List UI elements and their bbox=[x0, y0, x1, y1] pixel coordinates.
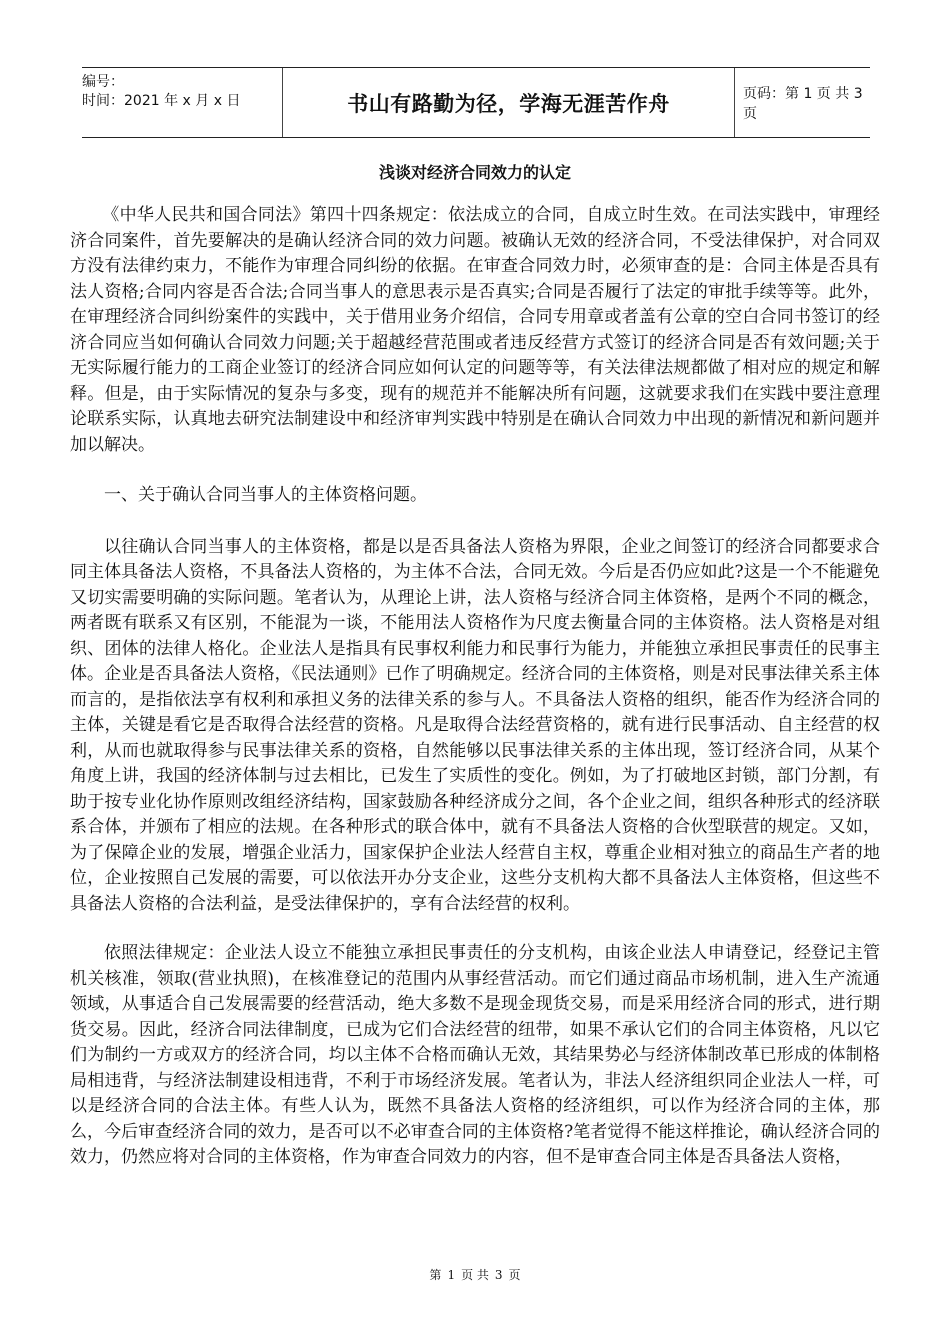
document-date-label: 时间：2021 年 x 月 x 日 bbox=[82, 93, 241, 109]
footer-page-total: 3 bbox=[494, 1268, 503, 1282]
header-motto: 书山有路勤为径，学海无涯苦作舟 bbox=[347, 91, 670, 116]
footer-page-suffix: 页 bbox=[508, 1268, 521, 1282]
page-footer bbox=[0, 1266, 950, 1283]
footer-page-current: 1 bbox=[447, 1268, 456, 1282]
paragraph-subject-qualification: 以往确认合同当事人的主体资格，都是以是否具备法人资格为界限，企业之间签订的经济合同都要求合同主体具备法人资格，不具备法人资格的，为主体不合法，合同无效。今后是否仍应如此?这是一个不能避免又切实需要明确的实际问题。笔者认为，从理论上讲，法人资格与经济合同主体资格，是两个不同的概念，两者既有联系又有区别，不能混为一谈，不能用法人资格作为尺度去衡量合同的主体资格。法人资格是对组织、团体的法律人格化。企业法人是指具有民事权利能力和民事行为能力，并能独立承担民事责任的民事主体。企业是否具备法人资格，《民法通则》已作了明确规定。经济合同的主体资格，则是对民事法律关系主体而言的，是指依法享有权利和承担义务的法律关系的参与人。不具备法人资格的组织，能否作为经济合同的主体，关键是看它是否取得合法经营的资格。凡是取得合法经营资格的，就有进行民事活动、自主经营的权利，从而也就取得参与民事法律关系的资格，自然能够以民事法律关系的主体出现，签订经济合同，从某个角度上讲，我国的经济体制与过去相比，已发生了实质性的变化。例如，为了打破地区封锁，部门分割，有助于按专业化协作原则改组经济结构，国家鼓励各种经济成分之间，各个企业之间，组织各种形式的经济联系合体，并颁布了相应的法规。在各种形式的联合体中，就有不具备法人资格的合伙型联营的规定。又如，为了保障企业的发展，增强企业活力，国家保护企业法人经营自主权，尊重企业相对独立的商品生产者的地位，企业按照自己发展的需要，可以依法开办分支企业，这些分支机构大都不具备法人主体资格，但这些不具备法人资格的合法利益，是受法律保护的，享有合法经营的权利。 bbox=[70, 536, 880, 914]
document-title: 浅谈对经济合同效力的认定 bbox=[378, 163, 571, 182]
header-meta bbox=[82, 68, 282, 137]
header-page-cell bbox=[735, 68, 870, 137]
header-page-label: 页码：第 1 页 共 3 页 bbox=[743, 85, 863, 122]
footer-page-middle: 页 共 bbox=[461, 1268, 489, 1282]
document-number-label: 编号： bbox=[82, 74, 124, 90]
paragraph-intro: 《中华人民共和国合同法》第四十四条规定：依法成立的合同，自成立时生效。在司法实践中，审理经济合同案件，首先要解决的是确认经济合同的效力问题。被确认无效的经济合同，不受法律保护，对合同双方没有法律约束力，不能作为审理合同纠纷的依据。在审查合同效力时，必须审查的是：合同主体是否具有法人资格;合同内容是否合法;合同当事人的意思表示是否真实;合同是否履行了法定的审批手续等等。此外，在审理经济合同纠纷案件的实践中，关于借用业务介绍信，合同专用章或者盖有公章的空白合同书签订的经济合同应当如何确认合同效力问题;关于超越经营范围或者违反经营方式签订的经济合同是否有效问题;关于无实际履行能力的工商企业签订的经济合同应如何认定的问题等等，有关法律法规都做了相对应的规定和解释。但是，由于实际情况的复杂与多变，现有的规范并不能解决所有问题，这就要求我们在实践中要注意理论联系实际，认真地去研究法制建设中和经济审判实践中特别是在确认合同效力中出现的新情况和新问题并加以解决。 bbox=[70, 205, 880, 455]
paragraph-legal-provisions: 依照法律规定：企业法人设立不能独立承担民事责任的分支机构，由该企业法人申请登记，经登记主管机关核准，领取(营业执照)，在核准登记的范围内从事经营活动。而它们通过商品市场机制，进入生产流通领域，从事适合自己发展需要的经营活动，绝大多数不是现金现货交易，而是采用经济合同的形式，进行期货交易。因此，经济合同法律制度，已成为它们合法经营的纽带，如果不承认它们的合同主体资格，凡以它们为制约一方或双方的经济合同，均以主体不合格而确认无效，其结果势必与经济体制改革已形成的体制格局相违背，与经济法制建设相违背，不利于市场经济发展。笔者认为，非法人经济组织同企业法人一样，可以是经济合同的合法主体。有些人认为，既然不具备法人资格的经济组织，可以作为经济合同的主体，那么，今后审查经济合同的效力，是否可以不必审查合同的主体资格?笔者觉得不能这样推论，确认经济合同的效力，仍然应将对合同的主体资格，作为审查合同效力的内容，但不是审查合同主体是否具备法人资格， bbox=[70, 943, 880, 1167]
page-header bbox=[82, 67, 870, 138]
footer-page-prefix: 第 bbox=[429, 1268, 442, 1282]
section-heading: 一、关于确认合同当事人的主体资格问题。 bbox=[104, 485, 427, 505]
header-motto-cell bbox=[282, 68, 735, 137]
document-body bbox=[70, 203, 880, 1171]
